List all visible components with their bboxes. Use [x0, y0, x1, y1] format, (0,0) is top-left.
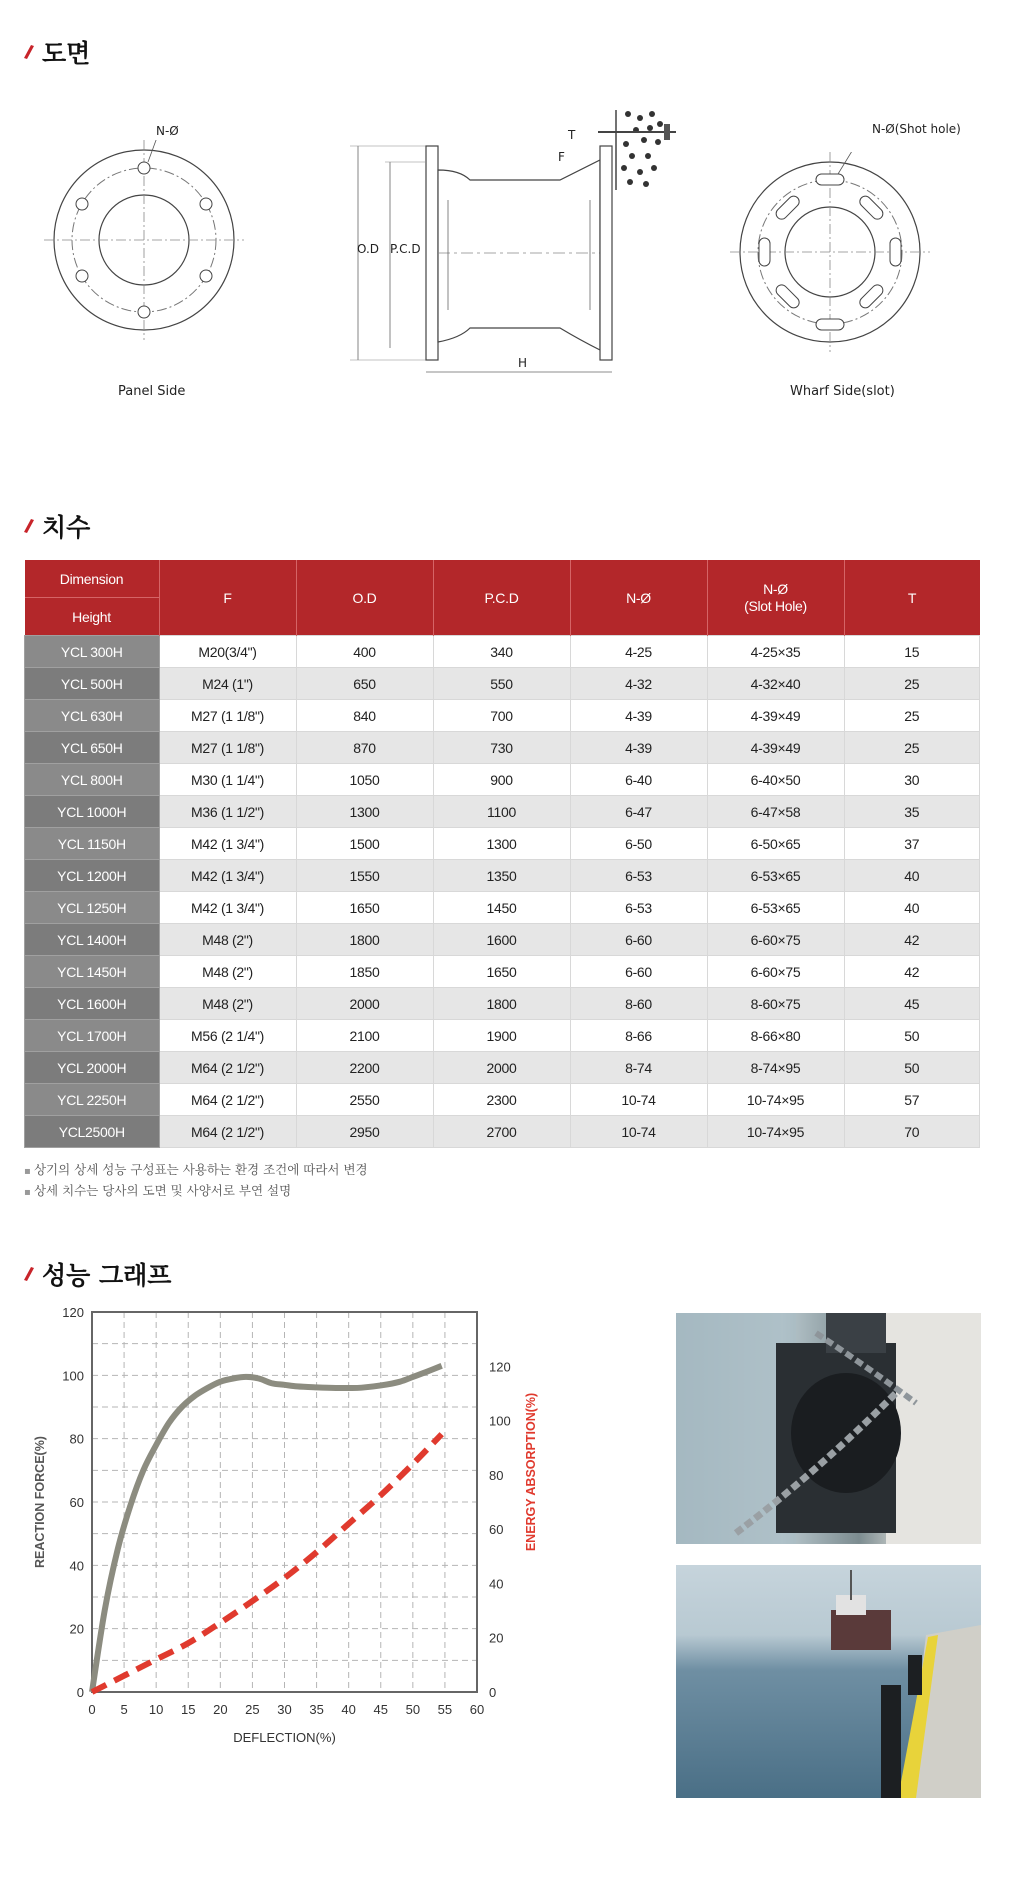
header-n-phi-slot: [707, 560, 844, 636]
cell-t: 15: [844, 636, 980, 668]
cell-n-phi-slot: 4-39×49: [707, 732, 844, 764]
cell-height: YCL 2000H: [25, 1052, 160, 1084]
x-tick-label: 55: [437, 1702, 453, 1717]
cell-n-phi-slot: 4-39×49: [707, 700, 844, 732]
fender-photo-harbor: [676, 1565, 981, 1798]
fender-closeup-image: [676, 1313, 981, 1544]
y-tick-label: 20: [69, 1621, 84, 1637]
x-tick-label: 10: [148, 1702, 164, 1717]
cell-pcd: 1450: [433, 892, 570, 924]
cell-pcd: 900: [433, 764, 570, 796]
y2-tick-label: 120: [489, 1359, 511, 1375]
cell-t: 40: [844, 892, 980, 924]
cell-f: M30 (1 1/4"): [159, 764, 296, 796]
x-tick-label: 20: [213, 1702, 228, 1717]
x-tick-label: 15: [181, 1702, 196, 1717]
cell-t: 37: [844, 828, 980, 860]
table-row: [25, 892, 980, 924]
header-dimension: Dimension: [25, 560, 160, 598]
panel-side-drawing: [44, 140, 244, 340]
cell-t: 25: [844, 700, 980, 732]
cell-pcd: 1100: [433, 796, 570, 828]
x-axis-label: DEFLECTION(%): [233, 1730, 336, 1745]
cell-pcd: 2000: [433, 1052, 570, 1084]
cell-t: 50: [844, 1052, 980, 1084]
cell-n-phi: 4-32: [570, 668, 707, 700]
cell-t: 70: [844, 1116, 980, 1148]
y-axis-label: REACTION FORCE(%): [33, 1436, 47, 1568]
y2-tick-label: 60: [489, 1522, 504, 1538]
table-row: [25, 988, 980, 1020]
cell-t: 45: [844, 988, 980, 1020]
cell-n-phi-slot: 8-74×95: [707, 1052, 844, 1084]
header-height: Height: [25, 598, 160, 636]
cell-t: 40: [844, 860, 980, 892]
h-label: H: [518, 356, 528, 370]
performance-chart: [20, 1300, 640, 1860]
notes: [24, 1160, 368, 1202]
header-t: T: [844, 560, 980, 636]
cell-f: M48 (2"): [159, 956, 296, 988]
header-n-phi-slot-line2: (Slot Hole): [744, 597, 807, 614]
cell-pcd: 700: [433, 700, 570, 732]
cell-od: 1300: [296, 796, 433, 828]
cell-height: YCL 300H: [25, 636, 160, 668]
table-row: [25, 1084, 980, 1116]
cell-n-phi-slot: 10-74×95: [707, 1084, 844, 1116]
cell-n-phi: 6-60: [570, 956, 707, 988]
cell-t: 57: [844, 1084, 980, 1116]
cell-t: 35: [844, 796, 980, 828]
note-item: ▪ 상기의 상세 성능 구성표는 사용하는 환경 조건에 따라서 변경: [24, 1160, 368, 1181]
cell-n-phi: 4-39: [570, 732, 707, 764]
cell-f: M36 (1 1/2"): [159, 796, 296, 828]
cell-f: M48 (2"): [159, 988, 296, 1020]
cell-od: 400: [296, 636, 433, 668]
cell-od: 2550: [296, 1084, 433, 1116]
table-row: [25, 860, 980, 892]
cell-t: 50: [844, 1020, 980, 1052]
dimension-table-body: [25, 636, 980, 1148]
cell-od: 840: [296, 700, 433, 732]
cell-t: 42: [844, 956, 980, 988]
cell-height: YCL 500H: [25, 668, 160, 700]
cell-od: 2100: [296, 1020, 433, 1052]
cell-n-phi-slot: 6-53×65: [707, 860, 844, 892]
x-tick-label: 60: [469, 1702, 485, 1717]
x-tick-label: 30: [277, 1702, 292, 1717]
cell-t: 25: [844, 668, 980, 700]
cell-od: 650: [296, 668, 433, 700]
cell-pcd: 550: [433, 668, 570, 700]
cell-n-phi-slot: 8-66×80: [707, 1020, 844, 1052]
y2-tick-label: 100: [489, 1413, 511, 1429]
cell-f: M64 (2 1/2"): [159, 1084, 296, 1116]
header-f: F: [159, 560, 296, 636]
x-tick-label: 40: [341, 1702, 356, 1717]
cell-pcd: 1600: [433, 924, 570, 956]
cell-n-phi: 6-47: [570, 796, 707, 828]
cell-n-phi: 6-50: [570, 828, 707, 860]
cell-height: YCL 1450H: [25, 956, 160, 988]
slash-icon: [24, 518, 34, 534]
cell-f: M56 (2 1/4"): [159, 1020, 296, 1052]
cell-pcd: 1800: [433, 988, 570, 1020]
cell-pcd: 2300: [433, 1084, 570, 1116]
cell-f: M64 (2 1/2"): [159, 1116, 296, 1148]
x-tick-label: 0: [88, 1702, 96, 1717]
table-row: [25, 764, 980, 796]
cell-od: 2200: [296, 1052, 433, 1084]
table-row: [25, 956, 980, 988]
panel-side-label: Panel Side: [118, 384, 186, 399]
x-tick-label: 35: [309, 1702, 324, 1717]
cell-f: M42 (1 3/4"): [159, 860, 296, 892]
y2-tick-label: 40: [489, 1576, 504, 1592]
y-tick-label: 0: [76, 1685, 84, 1700]
cell-od: 2950: [296, 1116, 433, 1148]
cell-od: 870: [296, 732, 433, 764]
y2-axis-label: ENERGY ABSORPTION(%): [524, 1392, 538, 1552]
header-pcd: P.C.D: [433, 560, 570, 636]
y2-tick-label: 0: [489, 1685, 497, 1700]
table-row: [25, 1020, 980, 1052]
wharf-side-drawing: [730, 152, 930, 352]
cell-height: YCL 1000H: [25, 796, 160, 828]
x-tick-label: 45: [373, 1702, 388, 1717]
table-row: [25, 828, 980, 860]
cell-n-phi: 6-60: [570, 924, 707, 956]
cell-od: 2000: [296, 988, 433, 1020]
cell-f: M42 (1 3/4"): [159, 828, 296, 860]
table-row: [25, 924, 980, 956]
cell-n-phi: 8-74: [570, 1052, 707, 1084]
note-item: ▪ 상세 치수는 당사의 도면 및 사양서로 부연 설명: [24, 1181, 368, 1202]
table-row: [25, 636, 980, 668]
section-title-drawing: [24, 34, 90, 70]
cell-pcd: 340: [433, 636, 570, 668]
y-tick-label: 60: [69, 1495, 84, 1510]
cell-n-phi-slot: 4-25×35: [707, 636, 844, 668]
cell-n-phi-slot: 6-53×65: [707, 892, 844, 924]
cell-od: 1850: [296, 956, 433, 988]
cell-f: M20(3/4"): [159, 636, 296, 668]
cell-f: M64 (2 1/2"): [159, 1052, 296, 1084]
cell-pcd: 1650: [433, 956, 570, 988]
cell-n-phi-slot: 4-32×40: [707, 668, 844, 700]
cell-n-phi: 8-60: [570, 988, 707, 1020]
cell-height: YCL 1400H: [25, 924, 160, 956]
cell-height: YCL 630H: [25, 700, 160, 732]
cell-n-phi-slot: 6-50×65: [707, 828, 844, 860]
cell-height: YCL 800H: [25, 764, 160, 796]
cell-f: M27 (1 1/8"): [159, 700, 296, 732]
header-od: O.D: [296, 560, 433, 636]
x-tick-label: 50: [405, 1702, 421, 1717]
header-n-phi-slot-line1: N-Ø: [763, 580, 788, 597]
y2-tick-label: 20: [489, 1630, 504, 1646]
section-title-dimension: [24, 508, 90, 544]
table-row: [25, 1116, 980, 1148]
cell-pcd: 1300: [433, 828, 570, 860]
dimension-title: 치수: [42, 513, 91, 542]
table-row: [25, 668, 980, 700]
cell-n-phi-slot: 6-60×75: [707, 956, 844, 988]
cell-n-phi: 6-53: [570, 892, 707, 924]
cell-pcd: 1900: [433, 1020, 570, 1052]
cell-height: YCL 2250H: [25, 1084, 160, 1116]
cell-height: YCL 650H: [25, 732, 160, 764]
cell-t: 42: [844, 924, 980, 956]
cell-od: 1500: [296, 828, 433, 860]
cell-f: M27 (1 1/8"): [159, 732, 296, 764]
table-row: [25, 700, 980, 732]
cell-pcd: 1350: [433, 860, 570, 892]
panel-n-phi-label: N-Ø: [156, 124, 179, 138]
table-row: [25, 1052, 980, 1084]
cell-height: YCL 1700H: [25, 1020, 160, 1052]
y-tick-label: 100: [62, 1368, 84, 1384]
cell-n-phi: 6-53: [570, 860, 707, 892]
cell-n-phi: 10-74: [570, 1116, 707, 1148]
cell-n-phi: 6-40: [570, 764, 707, 796]
cell-n-phi: 8-66: [570, 1020, 707, 1052]
table-row: [25, 796, 980, 828]
f-label: F: [558, 150, 565, 164]
cell-f: M42 (1 3/4"): [159, 892, 296, 924]
wharf-side-label: Wharf Side(slot): [790, 384, 895, 399]
drawing-title: 도면: [42, 39, 91, 68]
cell-height: YCL 1600H: [25, 988, 160, 1020]
od-label: O.D: [357, 242, 380, 256]
y-tick-label: 120: [62, 1305, 84, 1320]
t-label: T: [568, 128, 576, 142]
y-tick-label: 80: [69, 1431, 84, 1447]
table-row: [25, 732, 980, 764]
x-tick-label: 25: [245, 1702, 260, 1717]
fender-harbor-image: [676, 1565, 981, 1798]
pcd-label: P.C.D: [390, 242, 421, 256]
cell-n-phi-slot: 10-74×95: [707, 1116, 844, 1148]
cell-pcd: 730: [433, 732, 570, 764]
cell-f: M48 (2"): [159, 924, 296, 956]
cell-t: 30: [844, 764, 980, 796]
cell-n-phi: 4-39: [570, 700, 707, 732]
cell-od: 1800: [296, 924, 433, 956]
cell-pcd: 2700: [433, 1116, 570, 1148]
slash-icon: [24, 1266, 34, 1282]
slash-icon: [24, 44, 34, 60]
cell-od: 1650: [296, 892, 433, 924]
dimension-table: [24, 560, 980, 1148]
fender-photo-closeup: [676, 1313, 981, 1544]
cell-n-phi-slot: 6-47×58: [707, 796, 844, 828]
graph-title: 성능 그래프: [42, 1261, 172, 1290]
header-n-phi: N-Ø: [570, 560, 707, 636]
x-tick-label: 5: [120, 1702, 128, 1717]
cell-f: M24 (1"): [159, 668, 296, 700]
cell-od: 1550: [296, 860, 433, 892]
section-title-graph: [24, 1256, 171, 1292]
wharf-n-phi-label: N-Ø(Shot hole): [872, 122, 961, 136]
cell-n-phi: 4-25: [570, 636, 707, 668]
cell-height: YCL 1200H: [25, 860, 160, 892]
cell-od: 1050: [296, 764, 433, 796]
y-tick-label: 40: [69, 1558, 84, 1574]
cell-height: YCL 1250H: [25, 892, 160, 924]
cell-n-phi: 10-74: [570, 1084, 707, 1116]
cell-n-phi-slot: 6-60×75: [707, 924, 844, 956]
cell-height: YCL2500H: [25, 1116, 160, 1148]
cell-height: YCL 1150H: [25, 828, 160, 860]
cell-n-phi-slot: 6-40×50: [707, 764, 844, 796]
cell-n-phi-slot: 8-60×75: [707, 988, 844, 1020]
cell-t: 25: [844, 732, 980, 764]
y2-tick-label: 80: [489, 1467, 504, 1483]
